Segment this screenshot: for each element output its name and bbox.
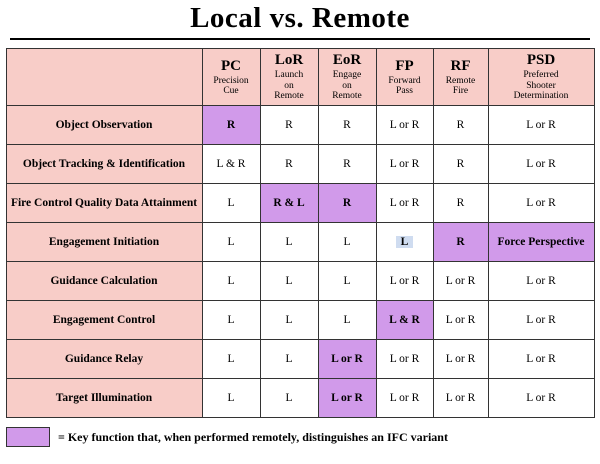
- row-label: Guidance Calculation: [6, 262, 202, 301]
- header-abbr-pc: PC: [221, 57, 241, 74]
- matrix-cell-value: L: [396, 236, 414, 248]
- header-cell-fp: [376, 49, 433, 106]
- matrix-cell: L or R: [433, 340, 488, 379]
- matrix-cell: L or R: [376, 379, 433, 418]
- row-label: Engagement Control: [6, 301, 202, 340]
- matrix-cell: L: [202, 379, 260, 418]
- header-full-psd: Preferred Shooter Determination: [513, 70, 569, 102]
- matrix-cell: L or R: [318, 379, 376, 418]
- matrix-cell: L: [202, 301, 260, 340]
- row-label: Object Observation: [6, 106, 202, 145]
- matrix-cell: R: [260, 106, 318, 145]
- table-row: [6, 379, 594, 418]
- matrix-cell: L or R: [376, 262, 433, 301]
- title-divider: [10, 38, 590, 40]
- table-row: [6, 145, 594, 184]
- matrix-cell: R: [433, 145, 488, 184]
- row-label: Target Illumination: [6, 379, 202, 418]
- matrix-cell: L or R: [376, 340, 433, 379]
- matrix-cell: Force Perspective: [488, 223, 594, 262]
- matrix-cell: L or R: [488, 106, 594, 145]
- legend-text: = Key function that, when performed remotely, distinguishes an IFC variant: [58, 429, 448, 444]
- table-row: [6, 340, 594, 379]
- header-cell-psd: [488, 49, 594, 106]
- matrix-cell: L: [202, 184, 260, 223]
- page-title: Local vs. Remote: [190, 2, 410, 34]
- row-label: Object Tracking & Identification: [6, 145, 202, 184]
- header-abbr-lor: LoR: [274, 52, 304, 69]
- header-full-rf: Remote Fire: [445, 75, 476, 96]
- matrix-cell: L: [260, 223, 318, 262]
- matrix-cell: L: [202, 340, 260, 379]
- header-row: [6, 49, 594, 106]
- matrix-cell: R: [260, 145, 318, 184]
- matrix-cell: L or R: [376, 184, 433, 223]
- matrix-cell: L: [202, 262, 260, 301]
- matrix-cell: R: [433, 184, 488, 223]
- matrix-cell: L: [260, 262, 318, 301]
- matrix-cell: L or R: [318, 340, 376, 379]
- matrix-cell: L: [318, 301, 376, 340]
- table-row: [6, 262, 594, 301]
- matrix-cell: L or R: [433, 262, 488, 301]
- header-cell-rf: [433, 49, 488, 106]
- table-row: [6, 106, 594, 145]
- header-abbr-fp: FP: [395, 57, 414, 74]
- matrix-cell: L or R: [433, 379, 488, 418]
- table-body: [6, 106, 594, 418]
- header-cell-pc: [202, 49, 260, 106]
- header-abbr-psd: PSD: [526, 52, 556, 69]
- table-row: [6, 184, 594, 223]
- row-label: Guidance Relay: [6, 340, 202, 379]
- matrix-cell: L: [318, 262, 376, 301]
- matrix-cell: L or R: [488, 145, 594, 184]
- table-row: [6, 301, 594, 340]
- matrix-cell: R: [202, 106, 260, 145]
- header-abbr-eor: EoR: [332, 52, 362, 69]
- header-full-pc: Precision Cue: [213, 75, 249, 96]
- legend: [6, 427, 594, 447]
- matrix-cell: R & L: [260, 184, 318, 223]
- matrix-cell: L or R: [376, 145, 433, 184]
- legend-swatch: [6, 427, 50, 447]
- table-header: [6, 49, 594, 106]
- header-full-fp: Forward Pass: [388, 75, 421, 96]
- matrix-cell: L or R: [488, 184, 594, 223]
- matrix-cell: R: [318, 145, 376, 184]
- matrix-cell: L or R: [488, 340, 594, 379]
- matrix-cell: L: [260, 301, 318, 340]
- matrix-cell: L & R: [376, 301, 433, 340]
- matrix-cell: R: [433, 106, 488, 145]
- table-row: [6, 223, 594, 262]
- matrix-cell: L or R: [488, 301, 594, 340]
- header-full-lor: Launch on Remote: [274, 70, 304, 102]
- local-vs-remote-matrix: [6, 48, 595, 418]
- header-cell-lor: [260, 49, 318, 106]
- header-full-eor: Engage on Remote: [332, 70, 362, 102]
- matrix-cell: L or R: [488, 379, 594, 418]
- row-label: Fire Control Quality Data Attainment: [6, 184, 202, 223]
- header-cell-eor: [318, 49, 376, 106]
- matrix-cell: L or R: [488, 262, 594, 301]
- header-corner: [6, 49, 202, 106]
- matrix-cell: L & R: [202, 145, 260, 184]
- matrix-cell: R: [318, 106, 376, 145]
- matrix-cell: R: [433, 223, 488, 262]
- matrix-cell: L or R: [433, 301, 488, 340]
- matrix-cell: [376, 223, 433, 262]
- matrix-cell: R: [318, 184, 376, 223]
- matrix-cell: L or R: [376, 106, 433, 145]
- matrix-cell: L: [260, 379, 318, 418]
- header-abbr-rf: RF: [450, 57, 471, 74]
- matrix-cell: L: [260, 340, 318, 379]
- matrix-cell: L: [318, 223, 376, 262]
- matrix-cell: L: [202, 223, 260, 262]
- row-label: Engagement Initiation: [6, 223, 202, 262]
